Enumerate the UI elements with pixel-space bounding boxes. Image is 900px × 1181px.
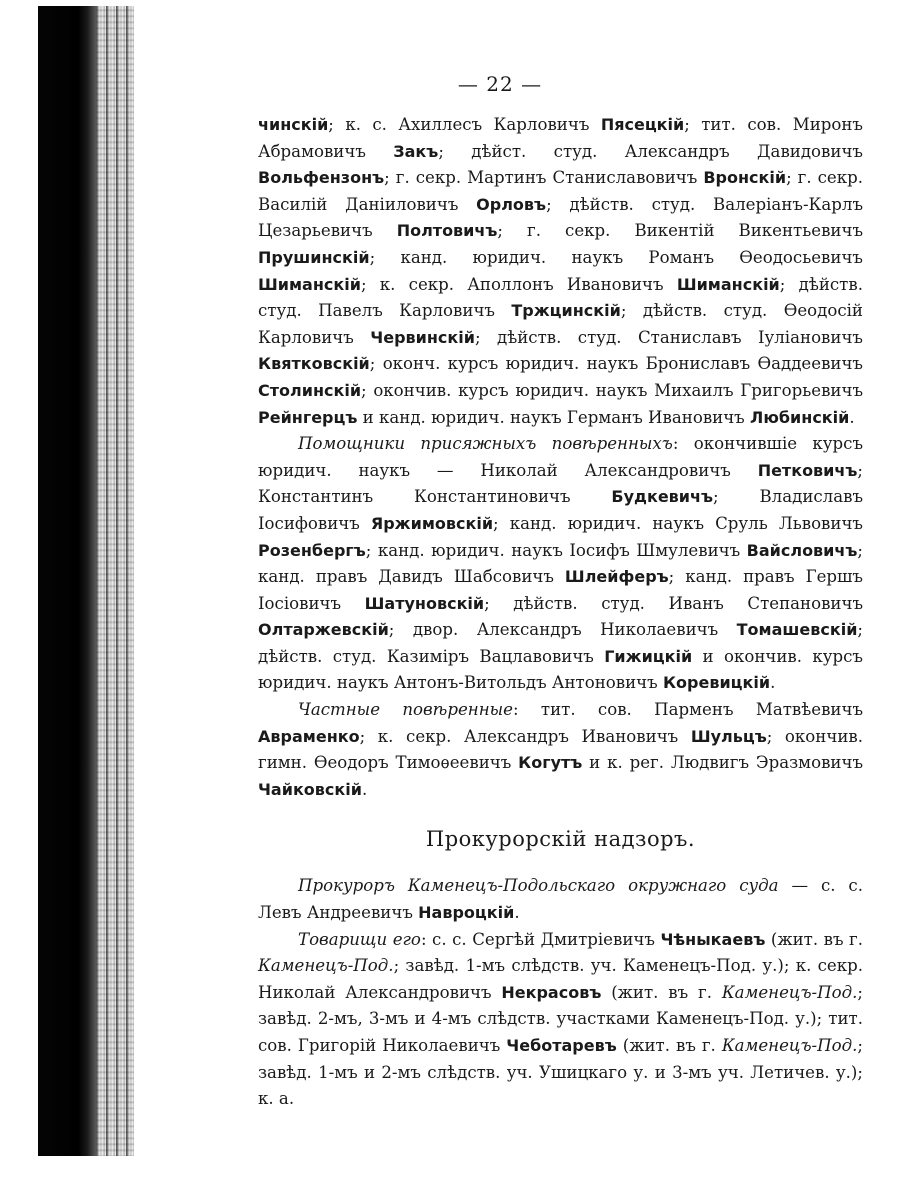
text-run: ; дѣйст. студ. Александръ Давидовичъ [438,141,863,161]
text-run: ; Владиславъ Іосифовичъ [258,487,864,533]
surname: Пясецкій [600,115,685,134]
italic-label: Каменецъ-Под. [721,982,858,1002]
surname: Гижицкій [604,646,693,666]
text-run: ; дѣйств. студ. Станиславъ Іуліановичъ [474,327,863,347]
surname: Шиманскій [258,274,361,294]
text-run: — с. с. Левъ Андреевичъ [258,876,863,923]
surname: Шиманскій [676,274,780,294]
surname: Вайсловичъ [746,540,858,560]
text-run: ; г. секр. Викентій Викентьевичъ [497,221,864,241]
book-spine-shadow [0,0,134,1181]
text-run: ; Константинъ Константиновичъ [258,460,863,507]
text-run: : тит. сов. Парменъ Матвѣевичъ [512,700,863,720]
surname: Прушинскій [258,247,370,267]
surname: Олтаржевскій [258,620,389,640]
text-run: ; оконч. курсъ юридич. наукъ Брониславъ Ѳаддеевичъ [369,354,863,374]
text-run: ; г. секр. Василій Даніиловичъ [258,168,863,214]
text-run: и окончив. курсъ юридич. наукъ Антонъ-Витольдъ Антоновичъ [258,646,863,693]
text-run: (жит. въ г. [601,982,722,1002]
surname: Некрасовъ [501,982,602,1002]
text-run: ; завѣд. 2-мъ, 3-мъ и 4-мъ слѣдств. участками Каменецъ-Под. у.); тит. сов. Григорій Николаевичъ [258,982,863,1055]
surname: Вольфензонъ [258,168,385,188]
surname: Закъ [393,141,439,161]
text-run: ; к. с. Ахиллесъ Карловичъ [328,115,601,134]
surname: Вронскій [703,168,787,188]
surname: Когутъ [518,753,583,773]
text-run: и к. рег. Людвигъ Эразмовичъ [582,753,863,773]
text-run: . [361,779,368,799]
text-run: ; дѣйств. студ. Валеріанъ-Карлъ Цезарьевичъ [258,194,864,241]
italic-label: Каменецъ-Под. [258,956,394,976]
text-run: ; канд. юридич. наукъ Іосифъ Шмулевичъ [365,540,747,560]
text-run: ; канд. юридич. наукъ Сруль Львовичъ [493,513,863,533]
text-run: : окончившіе курсъ юридич. наукъ — Николай Александровичъ [258,434,863,480]
text-run: ; к. секр. Александръ Ивановичъ [359,726,691,746]
surname: Квятковскій [258,354,370,374]
text-run: (жит. въ г. [616,1036,722,1055]
surname: Розенбергъ [258,540,366,560]
surname: чинскій [258,115,329,134]
surname: Петковичъ [757,460,858,480]
text-run: ; дѣйств. студ. Иванъ Степановичъ [484,593,864,613]
text-run: : с. с. Сергѣй Дмитріевичъ [420,929,661,949]
surname: Шульцъ [690,726,767,746]
italic-label: Частные повѣренные [298,700,513,720]
text-run: (жит. въ г. [765,929,864,949]
paragraph [258,697,863,803]
surname: Чѣныкаевъ [660,929,766,949]
text-run: ; дѣйств. студ. Ѳеодосій Карловичъ [258,301,863,347]
surname: Рейнгерцъ [258,407,358,427]
surname: Шатуновскій [364,593,485,613]
text-run: ; дѣйств. студ. Казиміръ Вацлавовичъ [258,620,863,666]
text-run: ; тит. сов. Миронъ Абрамовичъ [258,115,863,161]
page-edge-texture [96,6,134,1156]
text-run: и канд. юридич. наукъ Германъ Ивановичъ [357,407,751,427]
surname: Шлейферъ [564,567,669,587]
italic-label: Прокуроръ Каменецъ-Подольскаго окружнаго суда [298,876,779,896]
surname: Тржцинскій [511,301,621,321]
surname: Чайковскій [258,779,362,799]
paragraph [258,112,863,431]
surname: Чеботаревъ [506,1036,617,1055]
text-run: . [770,673,776,693]
surname: Червинскій [370,327,475,347]
surname: Томашевскій [736,620,858,640]
text-run: . [514,903,520,923]
text-run: ; окончив. гимн. Ѳеодоръ Тимоѳеевичъ [258,726,863,773]
text-run: ; завѣд. 1-мъ и 2-мъ слѣдств. уч. Ушицкаго у. и 3-мъ уч. Летичев. у.); к. а. [258,1036,863,1109]
italic-label: Помощники присяжныхъ повѣренныхъ [298,434,673,454]
text-run: ; канд. правъ Давидъ Шабсовичъ [258,540,863,587]
scan-dark-margin [38,6,96,1156]
surname: Авраменко [258,726,360,746]
surname: Навроцкій [418,903,515,923]
page-number: — 22 — [457,72,543,96]
text-run: ; окончив. курсъ юридич. наукъ Михаилъ Григорьевичъ [361,380,863,400]
paragraph [258,873,863,926]
surname: Яржимовскій [370,513,494,533]
paragraph [258,927,863,1113]
text-run: ; канд. правъ Гершъ Іосіовичъ [258,567,863,613]
italic-label: Каменецъ-Под. [721,1036,858,1055]
text-run: ; канд. юридич. наукъ Романъ Ѳеодосьевичъ [369,247,863,267]
surname: Любинскій [750,407,850,427]
section-heading: Прокурорскій надзоръ. [425,827,696,852]
text-run: ; двор. Александръ Николаевичъ [388,620,737,640]
surname: Коревицкій [662,673,771,693]
surname: Орловъ [476,194,547,214]
surname: Полтовичъ [396,221,498,241]
paragraph [258,431,863,697]
italic-label: Товарищи его [298,929,421,949]
text-run: ; г. секр. Мартинъ Станиславовичъ [384,168,704,188]
text-run: . [849,407,855,427]
text-run: ; дѣйств. студ. Павелъ Карловичъ [258,274,863,321]
document-body [258,112,863,1113]
surname: Столинскій [258,380,362,400]
surname: Будкевичъ [611,487,714,507]
text-run: ; завѣд. 1-мъ слѣдств. уч. Каменецъ-Под. у.); к. секр. Николай Александровичъ [258,956,863,1002]
text-run: ; к. секр. Аполлонъ Ивановичъ [360,274,677,294]
